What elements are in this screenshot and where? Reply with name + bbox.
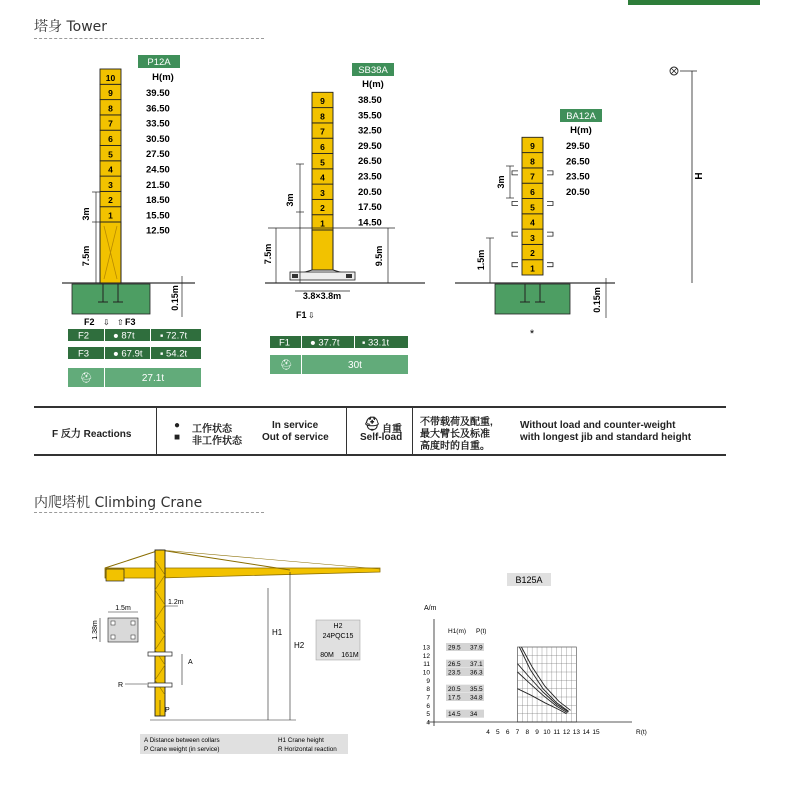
legend-note-cn-3: 高度时的自重。 [420, 441, 490, 452]
chart-ylabel: A/m [424, 605, 437, 612]
mast-section-number: 9 [108, 88, 113, 99]
chart-y-tick: 13 [422, 644, 430, 652]
chart-header-p: P(t) [476, 628, 487, 635]
height-value: 20.50 [566, 186, 590, 198]
chart-row-p: 34 [470, 711, 478, 719]
ba12a-name: BA12A [566, 111, 596, 122]
mast-section-number: 1 [530, 263, 535, 274]
chart-xlabel: R(t) [636, 729, 647, 736]
legend-out-service-cn: 非工作状态 [192, 436, 242, 447]
sb38a-row-f1: F1 [279, 337, 291, 349]
bracket-icon [512, 171, 518, 175]
ba12a-h-header: H(m) [570, 125, 592, 136]
bracket-icon [547, 232, 553, 236]
chart-x-tick: 9 [535, 729, 539, 736]
mast-section-number: 7 [320, 126, 325, 137]
bracket-icon [512, 232, 518, 236]
height-value: 23.50 [358, 171, 382, 183]
mast-section-number: 1 [108, 210, 113, 221]
bracket-icon [547, 171, 553, 175]
arrow-up-icon: ⇧ [117, 318, 124, 327]
sb38a-heights [358, 95, 382, 228]
height-value: 26.50 [566, 156, 590, 168]
height-value: 39.50 [146, 88, 170, 99]
chart-x-tick: 13 [572, 729, 580, 736]
chart-y-tick: 8 [426, 686, 430, 694]
chart-row-p: 37.9 [470, 644, 483, 652]
chart-row-h1: 14.5 [448, 711, 461, 719]
chart-row-p: 34.8 [470, 694, 483, 702]
p12a-dim-section: 3m [81, 207, 91, 221]
bracket-icon [512, 263, 518, 267]
p12a-mast [100, 69, 121, 222]
height-value: 14.50 [358, 217, 382, 229]
p12a-f3-label: F3 [125, 317, 136, 327]
p12a-row-f3-out: ▪ 54.2t [160, 348, 188, 360]
sb38a-row-f1-out: ▪ 33.1t [362, 337, 390, 349]
bracket-icon [547, 263, 553, 267]
sb38a-h-header: H(m) [362, 79, 384, 90]
h2-box-model: 24PQC15 [322, 633, 354, 640]
mast-section-number: 9 [320, 96, 325, 107]
h2-box-left: 80M [320, 652, 334, 659]
chart-y-tick: 12 [422, 652, 430, 660]
sb38a-mast [312, 92, 333, 230]
title-divider [34, 512, 264, 513]
ba12a-mast [512, 137, 553, 275]
ba12a-foundation [495, 284, 570, 314]
mast-section-number: 2 [530, 248, 535, 259]
chart-x-tick: 5 [496, 729, 500, 736]
sb38a-row-f1-in: ● 37.7t [310, 337, 340, 349]
p12a-row-f3: F3 [78, 348, 90, 360]
mast-section-number: 6 [320, 142, 325, 152]
chart-row-h1: 26.5 [448, 661, 461, 669]
climb-dim-h1: H1 [272, 628, 283, 637]
legend-note-cn-2: 最大臂长及标准 [420, 429, 490, 440]
sb38a-dim-base: 7.5m [263, 243, 273, 265]
bullet-dot-icon: ● [174, 420, 181, 431]
legend-note-en-1: Without load and counter-weight [520, 420, 676, 431]
climb-dim-d2: 1.2m [168, 599, 184, 606]
ba12a-dim-base: 1.5m [476, 249, 486, 271]
chart-y-tick: 10 [422, 669, 430, 677]
chart-x-tick: 12 [562, 729, 571, 736]
ba12a-dim-found: 0.15m [592, 287, 602, 313]
height-value: 29.50 [358, 140, 382, 152]
chart-y-tick: 9 [426, 677, 430, 685]
legend-self-load-en: Self-load [360, 432, 403, 443]
arrow-down-icon: ⇩ [103, 318, 110, 327]
h2-box-title: H2 [333, 623, 343, 630]
bullet-square-icon: ■ [174, 432, 181, 443]
chart-y-tick: 4 [426, 719, 430, 727]
height-value: 33.50 [146, 118, 170, 130]
climb-note-r: R Horizontal reaction [278, 746, 337, 753]
climb-note-a: A Distance between collars [144, 737, 220, 744]
weight-icon: ⛑ [279, 360, 293, 371]
climb-note-h1: H1 Crane height [278, 737, 324, 744]
climb-dim-p: P [165, 707, 170, 714]
bracket-icon [512, 202, 518, 206]
height-value: 23.50 [566, 171, 590, 183]
legend-reactions: F 反力 Reactions [52, 429, 132, 440]
weight-icon: ⛑ [364, 416, 381, 431]
chart-y-tick: 7 [426, 694, 430, 702]
mast-section-number: 8 [530, 156, 535, 167]
height-value: 26.50 [358, 156, 382, 168]
chart-x-tick: 10 [543, 729, 551, 736]
chart-x-tick: 4 [486, 729, 490, 736]
chart-y-tick: 11 [423, 661, 430, 669]
chart-row-h1: 17.5 [448, 694, 461, 702]
legend-self-load-cn: 自重 [382, 424, 402, 435]
height-value: 29.50 [566, 141, 590, 152]
chart-x-tick: 11 [553, 729, 561, 736]
ba12a-star: * [529, 328, 535, 340]
height-value: 20.50 [358, 186, 382, 198]
tower-section-title: 塔身 Tower [34, 19, 108, 35]
climbing-section-title: 内爬塔机 Climbing Crane [34, 495, 203, 511]
p12a-row-f2-in: ● 87t [113, 330, 135, 342]
legend-in-service-cn: 工作状态 [192, 424, 232, 435]
p12a-self-load: 27.1t [141, 373, 165, 384]
mast-section-number: 3 [320, 187, 325, 198]
chart-row-h1: 29.5 [448, 644, 461, 652]
chart-row-p: 37.1 [470, 661, 483, 669]
mast-section-number: 3 [108, 179, 113, 190]
mast-section-number: 8 [320, 111, 325, 122]
mast-section-number: 2 [108, 195, 113, 206]
chart-x-tick: 6 [505, 729, 510, 736]
mast-section-number: 4 [108, 164, 113, 175]
chart-x-tick: 14 [582, 729, 590, 736]
sb38a-f1-label: F1 [296, 310, 307, 320]
sb38a-dim-chassis: 3.8×3.8m [302, 291, 342, 301]
p12a-dim-found: 0.15m [170, 285, 180, 311]
chart-row-p: 35.5 [470, 686, 483, 694]
p12a-heights [146, 88, 170, 237]
chart-row-p: 36.3 [470, 669, 483, 677]
ba12a-heights [566, 141, 590, 198]
legend-note-en-2: with longest jib and standard height [520, 432, 692, 443]
p12a-reaction-table [68, 329, 201, 387]
p12a-row-f3-in: ● 67.9t [113, 348, 143, 360]
chart-x-tick: 8 [525, 729, 530, 736]
mast-section-number: 6 [530, 187, 535, 197]
height-value: 24.50 [146, 164, 170, 176]
chart-x-tick: 15 [592, 729, 600, 736]
b125a-chart [410, 568, 650, 748]
sb38a-dim-side: 9.5m [374, 245, 384, 267]
sb38a-dim-section: 3m [285, 193, 295, 207]
climb-dim-d1: 1.5m [115, 605, 131, 612]
climb-dim-r: R [118, 682, 124, 689]
climb-dim-a: A [188, 659, 193, 666]
p12a-dim-base: 7.5m [81, 245, 91, 267]
climb-dim-d3: 1.38m [92, 620, 99, 640]
legend-note-cn-1: 不带载荷及配重, [420, 417, 493, 428]
mast-section-number: 7 [530, 171, 535, 182]
mast-section-number: 5 [108, 149, 113, 160]
p12a-h-header: H(m) [152, 72, 174, 83]
mast-section-number: 6 [108, 134, 113, 144]
ba12a-dim-section: 3m [496, 175, 506, 189]
height-value: 21.50 [146, 179, 170, 191]
height-value: 38.50 [358, 95, 382, 106]
p12a-f2-label: F2 [84, 317, 95, 327]
arrow-down-icon: ⇩ [308, 311, 315, 320]
climbing-crane-diagram [0, 540, 400, 790]
chart-title: B125A [515, 575, 543, 585]
climb-dim-h2: H2 [294, 641, 305, 650]
mast-section-number: 3 [530, 232, 535, 243]
mast-section-number: 9 [530, 141, 535, 152]
height-value: 17.50 [358, 202, 382, 214]
mast-section-number: 7 [108, 118, 113, 129]
mast-section-number: 4 [320, 172, 325, 183]
legend-out-service-en: Out of service [262, 432, 329, 443]
mast-section-number: 2 [320, 203, 325, 214]
sb38a-base-section [312, 230, 333, 270]
height-value: 12.50 [146, 225, 170, 237]
mast-section-number: 10 [105, 72, 116, 83]
legend-table [34, 406, 726, 456]
chart-y-tick: 5 [426, 711, 430, 719]
height-value: 18.50 [146, 195, 170, 207]
p12a-row-f2-out: ▪ 72.7t [160, 330, 188, 342]
p12a-foundation [72, 284, 150, 314]
height-value: 30.50 [146, 133, 170, 145]
chart-row-h1: 20.5 [448, 686, 461, 694]
weight-icon: ⛑ [79, 373, 93, 384]
mast-section-number: 8 [108, 103, 113, 114]
height-value: 27.50 [146, 149, 170, 161]
height-value: 35.50 [358, 110, 382, 122]
mast-section-number: 4 [530, 217, 535, 228]
sb38a-reaction-table [270, 336, 408, 374]
mast-section-number: 5 [530, 202, 535, 213]
height-value: 32.50 [358, 125, 382, 137]
sb38a-name: SB38A [358, 65, 388, 76]
p12a-row-f2: F2 [78, 330, 90, 342]
legend-in-service-en: In service [272, 420, 319, 431]
sb38a-self-load: 30t [348, 360, 362, 371]
mast-section-number: 5 [320, 157, 325, 168]
height-value: 36.50 [146, 103, 170, 115]
chart-y-tick: 6 [426, 702, 430, 710]
height-value: 15.50 [146, 210, 170, 222]
mast-section-number: 1 [320, 218, 325, 229]
climb-note-p: P Crane weight (in service) [144, 746, 220, 753]
bracket-icon [547, 202, 553, 206]
p12a-name: P12A [147, 57, 171, 68]
chart-header-h1: H1(m) [448, 628, 467, 635]
chart-row-h1: 23.5 [448, 669, 461, 677]
h2-box-right: 161M [341, 652, 359, 659]
chart-x-tick: 7 [515, 729, 520, 736]
ba12a-dim-h: H [694, 172, 705, 180]
